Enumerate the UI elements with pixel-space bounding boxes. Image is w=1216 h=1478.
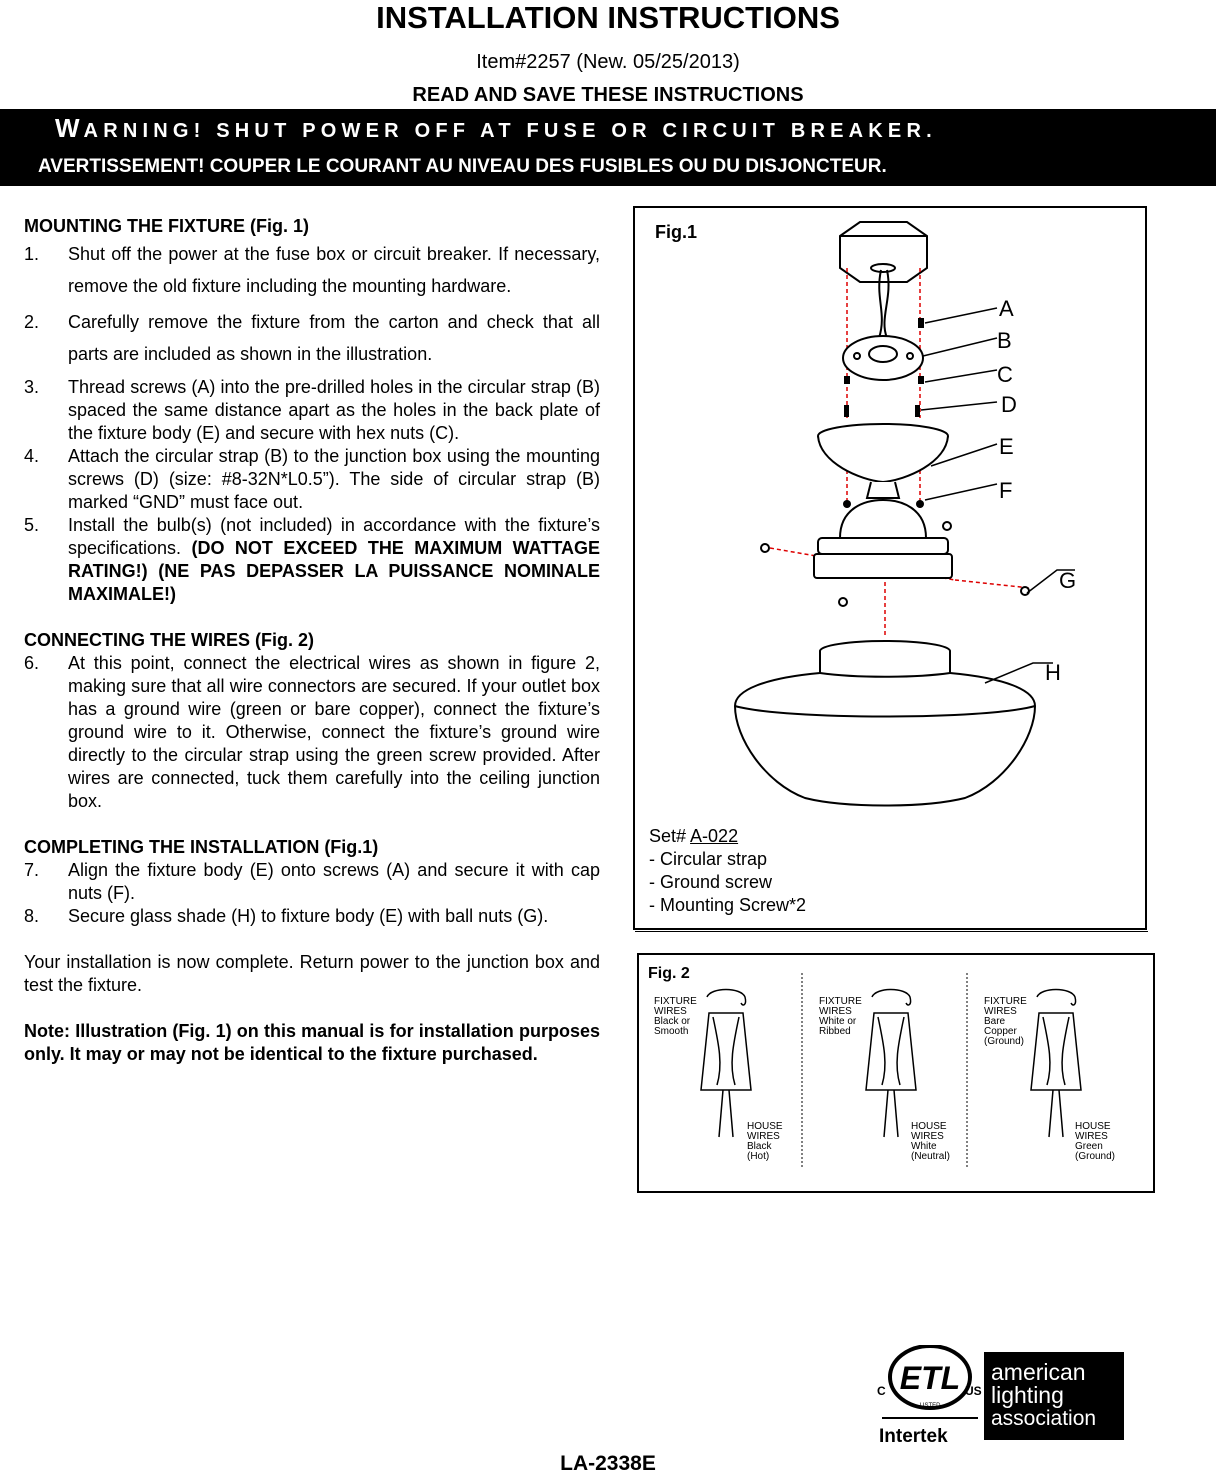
warning-initial: W	[55, 113, 84, 143]
wire-label-line: White	[911, 1141, 937, 1152]
wire-label-line: WIRES	[654, 1006, 687, 1017]
connecting-steps	[24, 652, 600, 813]
completing-heading: COMPLETING THE INSTALLATION (Fig.1)	[24, 837, 379, 857]
step-number: 6.	[24, 653, 40, 673]
step-text: Install the bulb(s) (not included) in accordance with the fixture’s specifications.	[68, 515, 600, 558]
svg-text:US: US	[965, 1384, 982, 1398]
step-2	[24, 306, 600, 370]
step-6	[24, 652, 600, 813]
svg-text:Intertek: Intertek	[879, 1426, 948, 1445]
page-title: INSTALLATION INSTRUCTIONS	[376, 0, 840, 35]
step-1	[24, 238, 600, 302]
callout-C: C	[997, 362, 1013, 387]
wire-label-line: (Ground)	[1075, 1151, 1116, 1162]
glass-shade	[735, 641, 1035, 806]
figure-2	[637, 953, 1155, 1193]
wire-connector-1	[701, 990, 751, 1138]
wire-label-line: Black	[747, 1141, 772, 1152]
connecting-heading: CONNECTING THE WIRES (Fig. 2)	[24, 630, 314, 650]
instructions-column	[24, 215, 600, 1066]
step-number: 1.	[24, 244, 40, 264]
completing-steps	[24, 859, 600, 928]
callout-H: H	[1045, 660, 1061, 685]
step-text: Shut off the power at the fuse box or circuit breaker. If necessary, remove the old fixture including the mounting hardware.	[68, 244, 600, 296]
warning-banner	[0, 109, 1216, 186]
completion-text: Your installation is now complete. Return power to the junction box and test the fixture.	[24, 952, 600, 995]
svg-text:LISTED: LISTED	[919, 1403, 941, 1409]
wire-label-line: Ribbed	[819, 1026, 851, 1037]
mounting-heading: MOUNTING THE FIXTURE (Fig. 1)	[24, 216, 309, 236]
wire-label-line: White or	[819, 1016, 857, 1027]
fixture-wires-ground	[984, 997, 1027, 1047]
house-wires-black	[747, 1122, 783, 1162]
callout-D: D	[1001, 392, 1017, 417]
ala-logo	[984, 1352, 1124, 1440]
wire-connector-3	[1031, 990, 1081, 1138]
mounting-steps	[24, 238, 600, 606]
wire-connector-2	[866, 990, 916, 1138]
fixture-wires-white	[819, 997, 862, 1037]
step-number: 4.	[24, 446, 40, 466]
callout-B: B	[997, 328, 1012, 353]
parts-set-info	[649, 825, 806, 917]
step-4	[24, 445, 600, 514]
wire-label-line: Smooth	[654, 1026, 689, 1037]
warning-french: AVERTISSEMENT! COUPER LE COURANT AU NIVEAU DES FUSIBLES OU DU DISJONCTEUR.	[38, 156, 887, 177]
illustration-note: Note: Illustration (Fig. 1) on this manual is for installation purposes only. It may or may not be identical to the fixture purchased.	[24, 1021, 600, 1064]
step-number: 8.	[24, 906, 40, 926]
house-wires-ground	[1075, 1122, 1115, 1162]
step-5	[24, 514, 600, 606]
wire-label-line: HOUSE	[911, 1121, 947, 1132]
wire-label-line: Copper	[984, 1026, 1017, 1037]
certification-logos	[874, 1345, 1126, 1445]
callout-E: E	[999, 434, 1014, 459]
warning-english	[55, 113, 937, 144]
circular-strap	[843, 336, 923, 380]
step-text: Thread screws (A) into the pre-drilled holes in the circular strap (B) spaced the same distance apart as the holes in the back plate of the fixture body (E) and secure with hex nuts (C).	[68, 377, 600, 443]
step-warning: (DO NOT EXCEED THE MAXIMUM WATTAGE RATING!) (NE PAS DEPASSER LA PUISSANCE NOMINALE MAXIMALE!)	[68, 538, 600, 604]
step-text: Align the fixture body (E) onto screws (A) and secure it with cap nuts (F).	[68, 860, 600, 903]
step-text: Secure glass shade (H) to fixture body (E) with ball nuts (G).	[68, 906, 549, 926]
svg-text:ETL: ETL	[899, 1360, 961, 1396]
part-item: - Ground screw	[649, 872, 773, 892]
wire-label-line: FIXTURE	[654, 996, 697, 1007]
step-text: At this point, connect the electrical wires as shown in figure 2, making sure that all wire connectors are secured. If your outlet box has a ground wire (green or bare copper), connect the fixture’s ground wire to it. Otherwise, connect the fixture’s ground wire directly to the circular strap using the green screw provided. After wires are connected, tuck them carefully into the ceiling junction box.	[68, 653, 600, 811]
house-wires-white	[911, 1122, 950, 1162]
step-text: Attach the circular strap (B) to the junction box using the mounting screws (D) (size: #8-32N*L0.5”). The side of circular strap (B) marked “GND” must face out.	[68, 446, 600, 512]
figure-2-label: Fig. 2	[648, 965, 690, 982]
set-prefix: Set#	[649, 826, 691, 846]
step-number: 7.	[24, 860, 40, 880]
fixture-body	[814, 424, 952, 578]
ala-line: lighting	[991, 1382, 1064, 1408]
document-code: LA-2338E	[560, 1452, 656, 1475]
wire-label-line: WIRES	[1075, 1131, 1108, 1142]
callout-G: G	[1059, 568, 1077, 593]
wire-label-line: WIRES	[819, 1006, 852, 1017]
wire-label-line: WIRES	[984, 1006, 1017, 1017]
wire-label-line: HOUSE	[747, 1121, 783, 1132]
fixture-exploded-diagram	[635, 208, 1145, 928]
step-3	[24, 376, 600, 445]
wire-label-line: Black or	[654, 1016, 691, 1027]
wire-label-line: WIRES	[911, 1131, 944, 1142]
part-item: - Mounting Screw*2	[649, 895, 807, 915]
set-code: A-022	[690, 826, 739, 846]
wire-label-line: Green	[1075, 1141, 1103, 1152]
figure-1	[633, 206, 1147, 930]
wire-label-line: FIXTURE	[819, 996, 862, 1007]
ala-line: association	[991, 1407, 1097, 1430]
warning-english-text: ARNING! SHUT POWER OFF AT FUSE OR CIRCUIT BREAKER.	[83, 120, 937, 142]
step-8	[24, 905, 600, 928]
step-text: Carefully remove the fixture from the carton and check that all parts are included as shown in the illustration.	[68, 312, 600, 364]
fixture-wires-black	[654, 997, 697, 1037]
step-number: 3.	[24, 377, 40, 397]
wire-label-line: HOUSE	[1075, 1121, 1111, 1132]
svg-text:C: C	[877, 1384, 886, 1398]
callout-A: A	[999, 296, 1014, 321]
part-item: - Circular strap	[649, 849, 768, 869]
step-number: 5.	[24, 515, 40, 535]
item-number: Item#2257 (New. 05/25/2013)	[476, 51, 740, 73]
read-save-notice: READ AND SAVE THESE INSTRUCTIONS	[412, 84, 804, 106]
figure-1-label: Fig.1	[655, 222, 698, 242]
step-number: 2.	[24, 312, 40, 332]
wire-label-line: (Hot)	[747, 1151, 770, 1162]
wire-label-line: FIXTURE	[984, 996, 1027, 1007]
wire-label-line: (Neutral)	[911, 1151, 950, 1162]
wire-label-line: Bare	[984, 1016, 1006, 1027]
junction-box	[840, 222, 927, 282]
ala-line: american	[991, 1359, 1086, 1385]
callout-F: F	[999, 478, 1013, 503]
etl-listed-logo	[874, 1345, 984, 1445]
wire-label-line: WIRES	[747, 1131, 780, 1142]
step-7	[24, 859, 600, 905]
wire-label-line: (Ground)	[984, 1036, 1025, 1047]
